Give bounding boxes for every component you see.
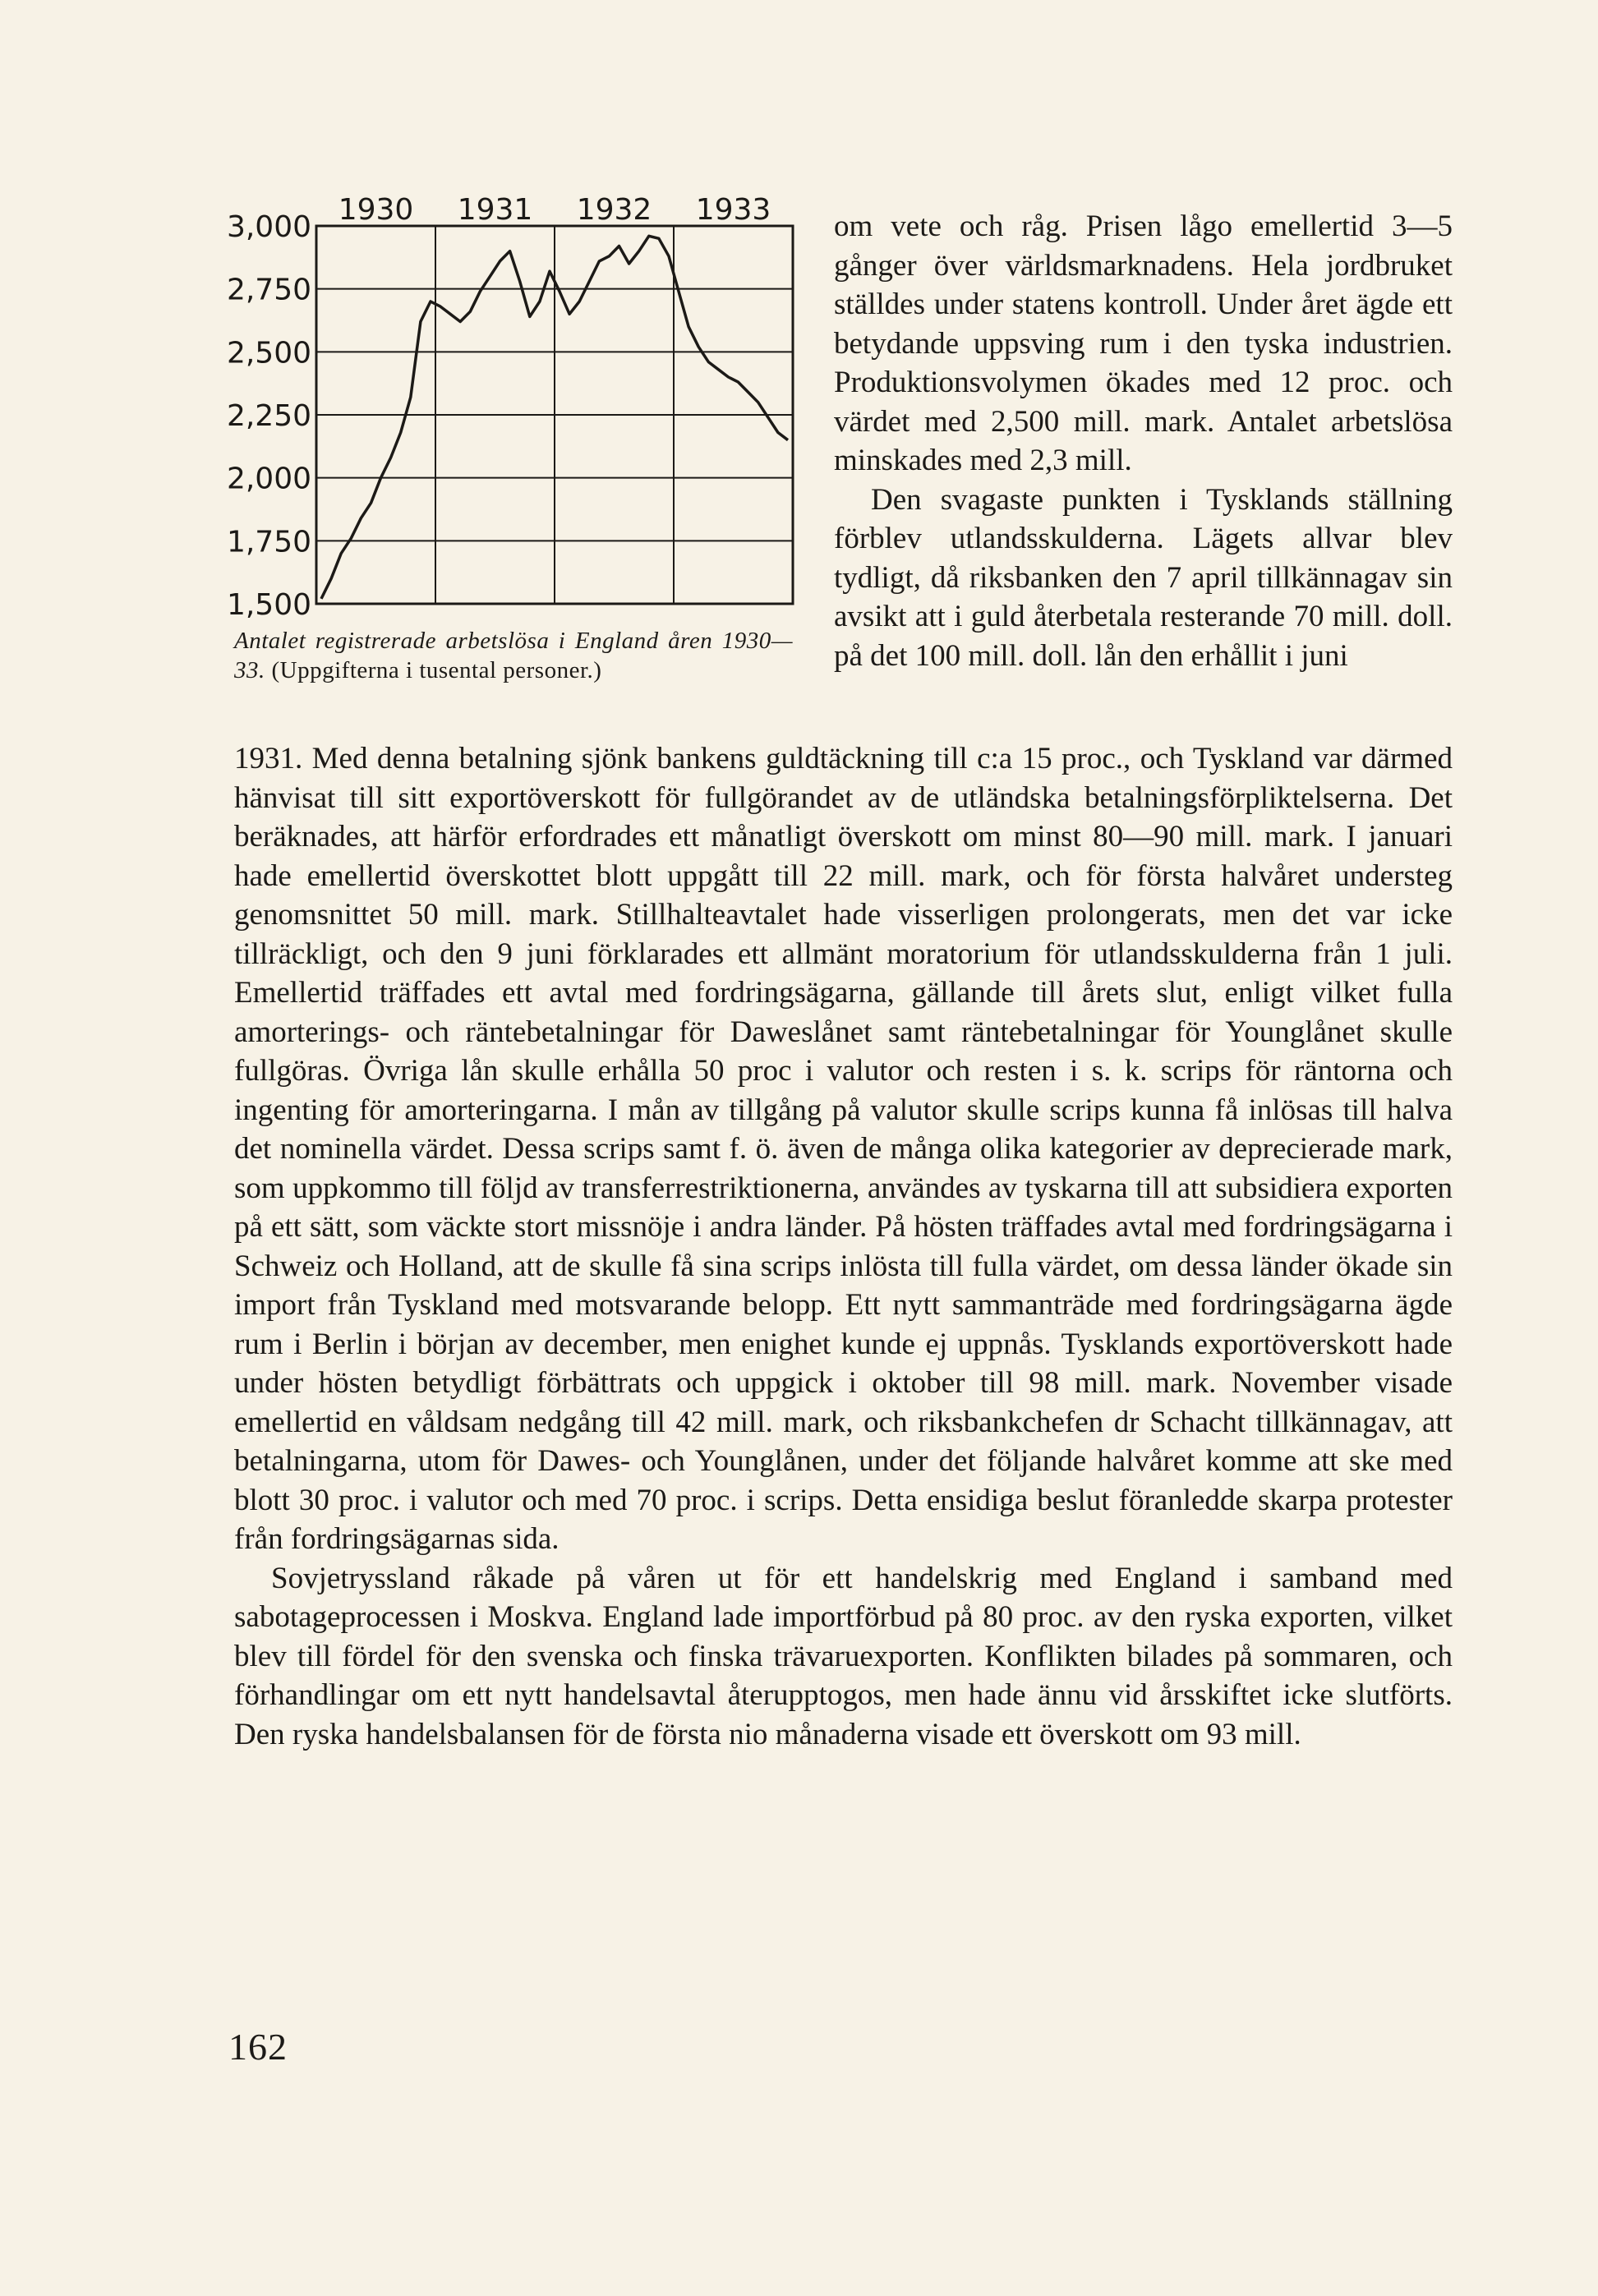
x-tick-label: 1931	[457, 193, 533, 227]
main-column	[234, 739, 1453, 1754]
main-paragraph-1: 1931. Med denna betalning sjönk bankens guldtäckning till c:a 15 proc., och Tyskland var därmed hänvisat till sitt exportöverskott för fullgörandet av de utländska betalningsförpliktelserna. Det beräknades, att härför erfordrades ett månatligt överskott om minst 80—90 mill. mark. I januari hade emellertid överskottet blott uppgått till 22 mill. mark, och för första halvåret understeg genomsnittet 50 mill. mark. Stillhalteavtalet hade visserligen prolongerats, men det var icke tillräckligt, och den 9 juni förklarades ett allmänt moratorium för utlandsskulderna från 1 juli. Emellertid träffades ett avtal med fordringsägarna, gällande till årets slut, enligt vilket fulla amorterings- och räntebetalningar för Daweslånet samt räntebetalningar för Younglånet skulle fullgöras. Övriga lån skulle erhålla 50 proc i valutor och resten i s. k. scrips för räntorna och ingenting för amorteringarna. I mån av tillgång på valutor skulle scrips kunna få inlösas till halva det nominella värdet. Dessa scrips samt f. ö. även de många olika kategorier av deprecierade mark, som uppkommo till följd av transferrestriktionerna, användes av tyskarna till att subsidiera exporten på ett sätt, som väckte stort missnöje i andra länder. På hösten träffades avtal med fordringsägarna i Schweiz och Holland, att de skulle få sina scrips inlösta till fulla värdet, om dessa länder ökade sin import från Tyskland med motsvarande belopp. Ett nytt sammanträde med fordringsägarna ägde rum i Berlin i början av december, men enighet kunde ej uppnås. Tysklands exportöverskott hade under hösten betydligt förbättrats och uppgick i oktober till 98 mill. mark. November visade emellertid en våldsam nedgång till 42 mill. mark, och riksbankchefen dr Schacht tillkännagav, att betalningarna, utom för Dawes- och Younglånen, under det följande halvåret komme att ske med blott 30 proc. i valutor och med 70 proc. i scrips. Detta ensidiga beslut föranledde skarpa protester från fordringsägarnas sida.	[234, 742, 1453, 1556]
caption-title: Antalet registrerade arbetslösa i England åren 1930—33.	[234, 628, 793, 683]
main-paragraph-2: Sovjetryssland råkade på våren ut för ett handelskrig med England i samband med sabotageprocessen i Moskva. England lade importförbud på 80 proc. av den ryska exporten, vilket blev till fördel för den svenska och finska trävaruexporten. Konflikten bilades på sommaren, och förhandlingar om ett nytt handelsavtal återupptogos, men hade ännu vid årsskiftet icke slutförts. Den ryska handelsbalansen för de första nio månaderna visade ett överskott om 93 mill.	[234, 1561, 1453, 1751]
chart-caption	[234, 626, 793, 685]
side-column	[834, 207, 1453, 675]
caption-note: (Uppgifterna i tusental personer.)	[271, 657, 602, 683]
side-paragraph-1: om vete och råg. Prisen lågo emellertid 3—5 gånger över världsmarknadens. Hela jordbruket ställdes under statens kontroll. Under året ägde ett betydande uppsving rum i den tyska industrien. Produktionsvolymen ökades med 12 proc. och värdet med 2,500 mill. mark. Antalet arbetslösa minskades med 2,3 mill.	[834, 209, 1453, 477]
x-tick-label: 1933	[695, 193, 771, 227]
y-tick-label: 1,750	[226, 525, 311, 559]
y-tick-label: 3,000	[226, 210, 311, 244]
y-tick-label: 2,750	[226, 273, 311, 307]
chart-y-ticks	[227, 210, 311, 622]
y-tick-label: 2,500	[226, 336, 311, 370]
x-tick-label: 1932	[576, 193, 652, 227]
y-tick-label: 1,500	[226, 588, 311, 622]
page-number: 162	[228, 2026, 288, 2068]
x-tick-label: 1930	[338, 193, 414, 227]
y-tick-label: 2,000	[226, 462, 311, 496]
chart-x-ticks	[338, 193, 771, 227]
side-paragraph-2: Den svagaste punkten i Tysklands ställning förblev utlandsskulderna. Lägets allvar blev tydligt, då riksbanken den 7 april tillkännagav sin avsikt att i guld återbetala resterande 70 mill. doll. på det 100 mill. doll. lån den erhållit i juni	[834, 482, 1453, 673]
y-tick-label: 2,250	[226, 399, 311, 433]
